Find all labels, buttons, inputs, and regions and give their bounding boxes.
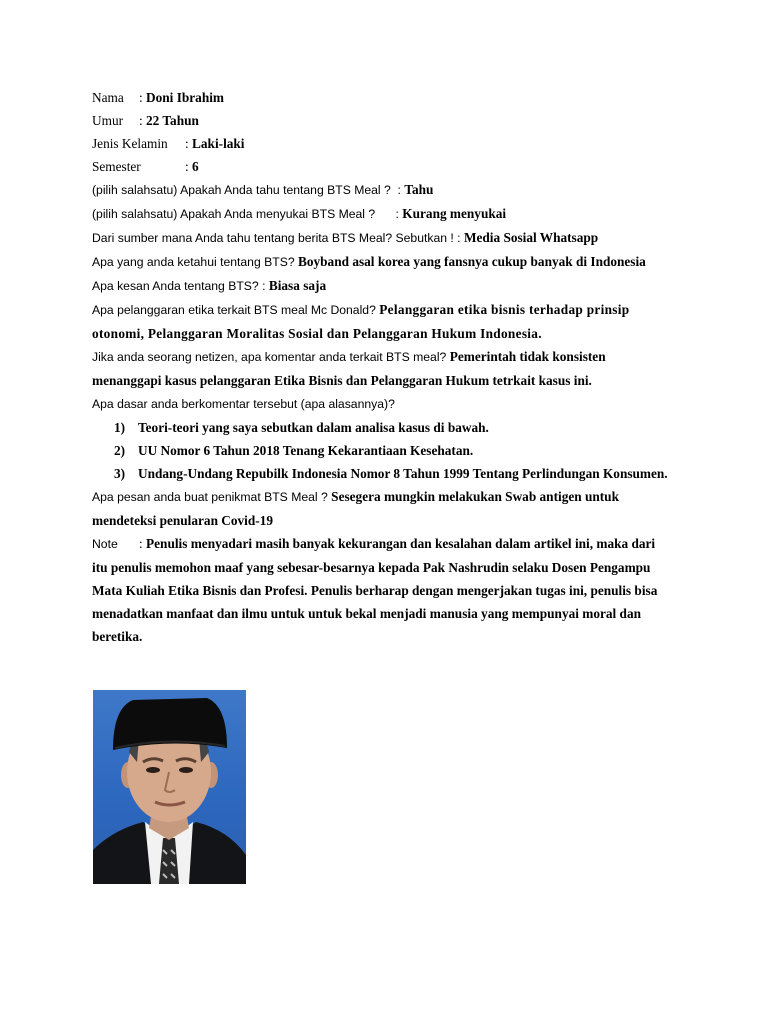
answer-text: Pemerintah tidak konsisten menanggapi kasus pelanggaran Etika Bisnis dan Pelanggaran Hukum tetrkait kasus ini. [92, 349, 606, 388]
field-value: Laki-laki [192, 136, 245, 151]
qa-item-3 [92, 226, 672, 250]
question-text: Apa dasar anda berkomentar tersebut (apa alasannya)? [92, 397, 395, 411]
note-text: Penulis menyadari masih banyak kekurangan dan kesalahan dalam artikel ini, maka dari itu penulis memohon maaf yang sebesar-besarnya kepada Pak Nashrudin selaku Dosen Pengampu Mata Kuliah Etika Bisnis dan Profesi. Penulis berharap dengan mengerjakan tugas ini, penulis bisa menadatkan manfaat dan ilmu untuk untuk bekal menjadi manusia yang mempunyai moral dan beretika. [92, 536, 658, 644]
question-text: (pilih salahsatu) Apakah Anda tahu tentang BTS Meal ? : [92, 183, 405, 197]
field-label: Jenis Kelamin [92, 136, 168, 151]
qa-item-5 [92, 274, 672, 298]
field-nama [92, 86, 672, 109]
list-item: 2) UU Nomor 6 Tahun 2018 Tenang Kekarantiaan Kesehatan. [114, 443, 474, 458]
field-sep: : [185, 159, 193, 174]
qa-item-1 [92, 178, 672, 202]
answer-text: Tahu [404, 182, 434, 197]
answer-text: Pelanggaran etika bisnis terhadap prinsip otonomi, Pelanggaran Moralitas Sosial dan Pelanggaran Hukum Indonesia. [92, 302, 630, 341]
qa-item-8 [92, 392, 672, 416]
qa-item-4 [92, 250, 672, 274]
portrait-photo [93, 690, 246, 884]
question-text: Apa kesan Anda tentang BTS? : [92, 279, 269, 293]
answer-text: Kurang menyukai [402, 206, 507, 221]
question-text: (pilih salahsatu) Apakah Anda menyukai BTS Meal ? : [92, 207, 403, 221]
field-semester [92, 155, 672, 178]
qa-item-9 [92, 485, 672, 532]
question-text: Apa pesan anda buat penikmat BTS Meal ? [92, 490, 332, 504]
field-value: 22 Tahun [146, 113, 199, 128]
qa-item-2 [92, 202, 672, 226]
field-umur [92, 109, 672, 132]
list-item: 3) Undang-Undang Repubilk Indonesia Nomor 8 Tahun 1999 Tentang Perlindungan Konsumen. [114, 466, 668, 481]
field-value: Doni Ibrahim [146, 90, 224, 105]
field-label: Umur [92, 113, 124, 128]
answer-text: Media Sosial Whatsapp [463, 230, 599, 245]
answer-text: Boyband asal korea yang fansnya cukup banyak di Indonesia [298, 254, 646, 269]
list-item: 1) Teori-teori yang saya sebutkan dalam analisa kasus di bawah. [114, 420, 489, 435]
answer-text: Sesegera mungkin melakukan Swab antigen untuk mendeteksi penularan Covid-19 [92, 489, 619, 528]
note-label: Note [92, 537, 118, 551]
field-sep: : [185, 136, 193, 151]
field-sep: : [139, 113, 147, 128]
note-sep: : [139, 536, 147, 551]
qa-item-7 [92, 345, 672, 392]
reason-list [92, 416, 672, 485]
answer-text: Biasa saja [268, 278, 327, 293]
qa-item-6 [92, 298, 672, 345]
note-paragraph [92, 532, 672, 648]
field-sep: : [139, 90, 147, 105]
document-body [92, 86, 672, 648]
field-value: 6 [192, 159, 199, 174]
question-text: Dari sumber mana Anda tahu tentang berita BTS Meal? Sebutkan ! : [92, 231, 464, 245]
field-jenis-kelamin [92, 132, 672, 155]
field-label: Semester [92, 159, 141, 174]
question-text: Jika anda seorang netizen, apa komentar anda terkait BTS meal? [92, 350, 450, 364]
field-label: Nama [92, 90, 124, 105]
question-text: Apa yang anda ketahui tentang BTS? [92, 255, 298, 269]
question-text: Apa pelanggaran etika terkait BTS meal Mc Donald? [92, 303, 380, 317]
portrait-illustration [93, 690, 246, 884]
